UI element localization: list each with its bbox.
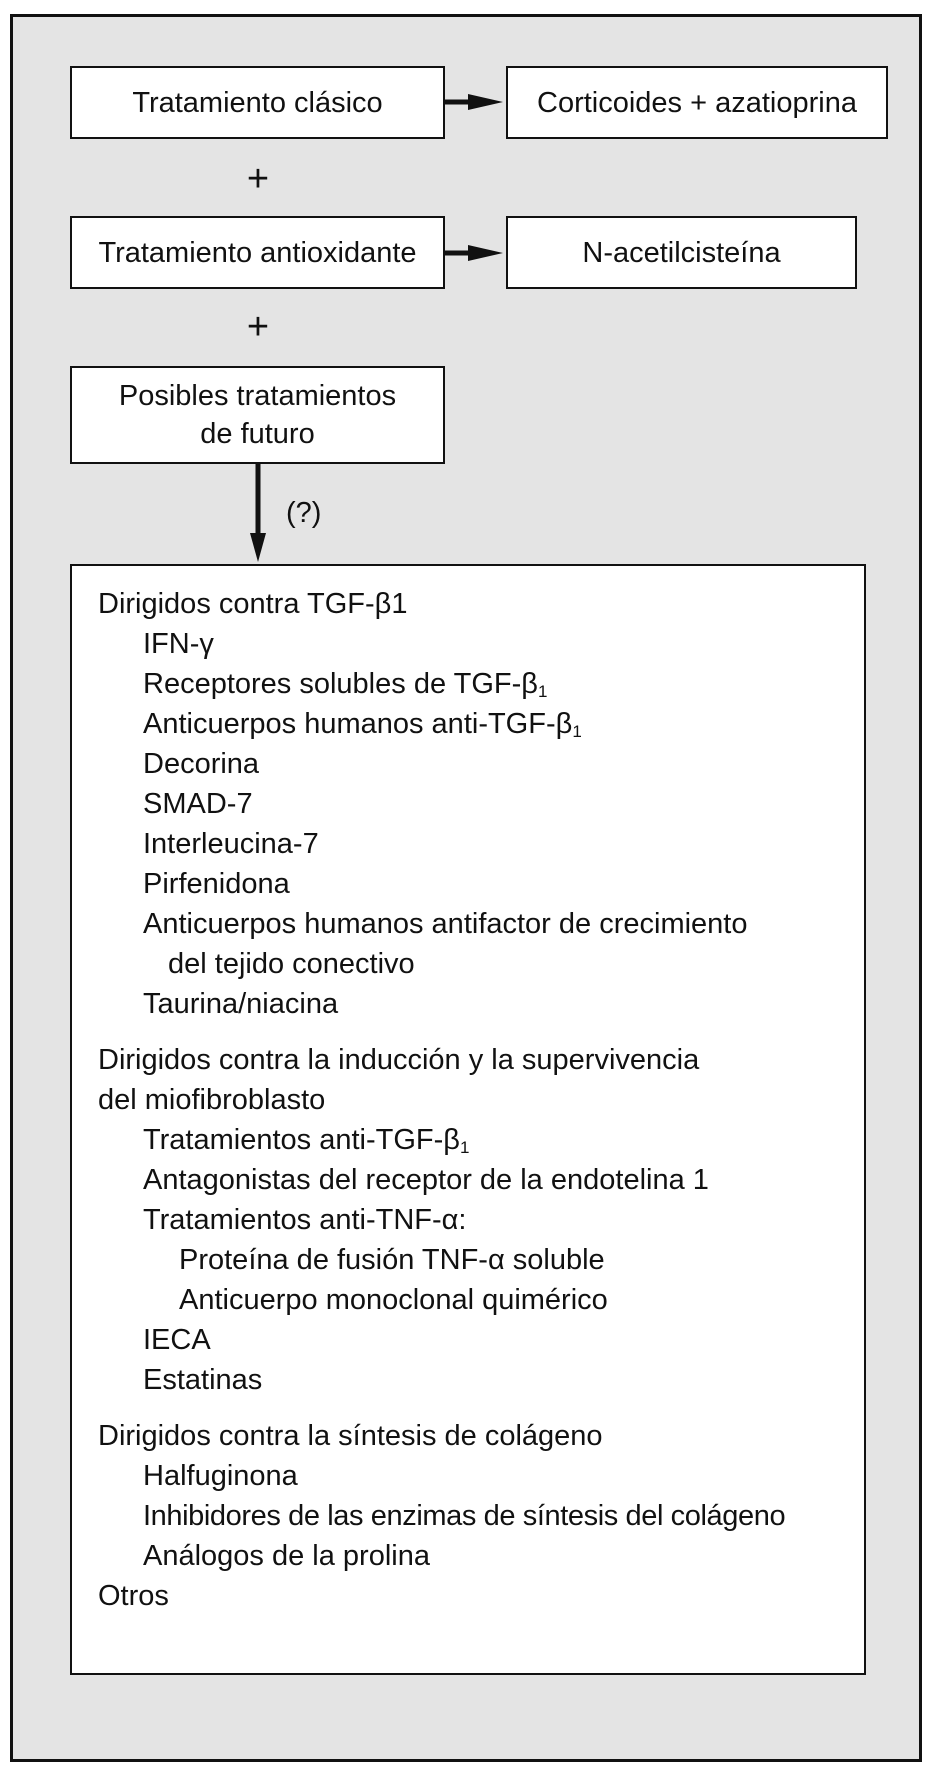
list-item-antifactor: Anticuerpos humanos antifactor de crecimiento (143, 908, 748, 940)
list-item-receptores: Receptores solubles de TGF-$\beta_1$ (143, 668, 548, 701)
plus-sign-2: + (246, 306, 270, 348)
list-item-anti-tnf: Tratamientos anti-TNF-α: (143, 1204, 467, 1236)
list-item-inhibidores: Inhibidores de las enzimas de síntesis del colágeno (143, 1500, 786, 1532)
future-treatment-line1: Posibles tratamientos (118, 380, 397, 412)
list-item-pirfenidona: Pirfenidona (143, 868, 290, 900)
list-item-analogos: Análogos de la prolina (143, 1540, 430, 1572)
arrow-future-to-list (250, 464, 266, 562)
list-item-otros: Otros (98, 1580, 169, 1612)
list-item-estatinas: Estatinas (143, 1364, 263, 1396)
classic-treatment-label: Tratamiento clásico (132, 86, 383, 119)
list-item-antifactor-cont: del tejido conectivo (168, 948, 415, 980)
list-item-endotelina: Antagonistas del receptor de la endotelina 1 (143, 1164, 709, 1196)
list-item-taurina: Taurina/niacina (143, 988, 339, 1020)
list-item-interleucina: Interleucina-7 (143, 828, 319, 860)
tgf-heading: Dirigidos contra TGF-β1 (98, 588, 408, 620)
question-label: (?) (286, 497, 322, 529)
plus-sign-1: + (246, 158, 270, 200)
miofibroblasto-heading-line2: del miofibroblasto (98, 1084, 326, 1116)
antioxidant-treatment-label: Tratamiento antioxidante (98, 236, 417, 269)
list-item-halfuginona: Halfuginona (143, 1460, 298, 1492)
antioxidant-result-label: N-acetilcisteína (582, 236, 781, 269)
colageno-heading: Dirigidos contra la síntesis de colágeno (98, 1420, 603, 1452)
list-item-anticuerpos-anti-tgf: Anticuerpos humanos anti-$TGF-\beta_1$ (143, 708, 582, 741)
list-item-proteina-fusion: Proteína de fusión TNF-α soluble (179, 1244, 605, 1276)
classic-result-label: Corticoides + azatioprina (537, 86, 857, 119)
list-item-anticuerpo-monoclonal: Anticuerpo monoclonal quimérico (179, 1284, 608, 1316)
list-item-ifn: IFN-γ (143, 628, 214, 660)
future-treatment-line2: de futuro (200, 418, 315, 450)
arrow-antioxidant-to-result (445, 245, 503, 261)
arrow-classic-to-result (445, 94, 503, 110)
list-item-anti-tgf: Tratamientos anti-$TGF-\beta_1$ (143, 1124, 470, 1157)
future-treatments-list (70, 564, 866, 1675)
list-item-decorina: Decorina (143, 748, 260, 780)
list-item-ieca: IECA (143, 1324, 211, 1356)
list-item-smad: SMAD-7 (143, 788, 253, 820)
miofibroblasto-heading-line1: Dirigidos contra la inducción y la supervivencia (98, 1044, 700, 1076)
